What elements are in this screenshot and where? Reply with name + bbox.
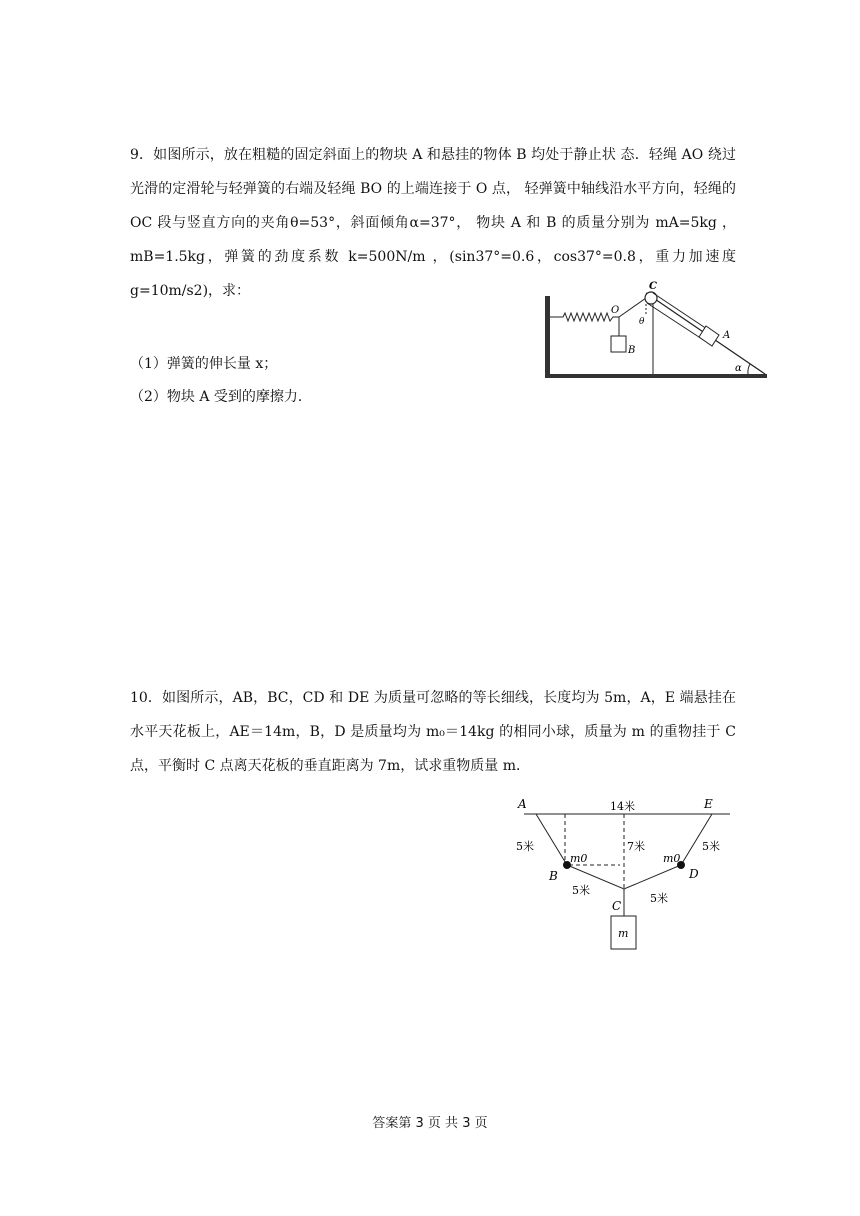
figure-hanging-ropes bbox=[510, 792, 740, 954]
figure-incline-spring bbox=[543, 278, 779, 386]
block-b bbox=[611, 336, 626, 352]
page-footer: 答案第 3 页 共 3 页 bbox=[372, 1116, 488, 1131]
label-o: O bbox=[611, 305, 620, 316]
label-b: B bbox=[628, 345, 636, 356]
label-c: C bbox=[612, 899, 622, 913]
label-c: C bbox=[649, 281, 657, 292]
label-de: 5米 bbox=[702, 840, 720, 853]
wall bbox=[545, 296, 550, 378]
label-width: 14米 bbox=[610, 800, 635, 813]
label-bc: 5米 bbox=[572, 884, 590, 897]
rope-ca bbox=[653, 293, 707, 329]
alpha-arc bbox=[748, 364, 750, 374]
label-theta: θ bbox=[639, 317, 645, 327]
question-9-part-1: （1）弹簧的伸长量 x； bbox=[130, 356, 278, 372]
label-e: E bbox=[704, 797, 713, 811]
pulley bbox=[645, 292, 657, 304]
question-9-part-2: （2）物块 A 受到的摩擦力． bbox=[130, 389, 312, 405]
rope-oc bbox=[619, 298, 646, 317]
label-cd: 5米 bbox=[650, 892, 668, 905]
label-m0-right: m0 bbox=[663, 852, 681, 865]
label-alpha: α bbox=[735, 363, 742, 374]
label-b: B bbox=[549, 869, 558, 883]
label-a: A bbox=[518, 797, 527, 811]
spring bbox=[550, 313, 619, 321]
label-m0-left: m0 bbox=[570, 852, 588, 865]
label-d: D bbox=[689, 867, 699, 881]
label-depth: 7米 bbox=[627, 840, 645, 853]
question-10-text: 10．如图所示，AB，BC，CD 和 DE 为质量可忽略的等长细线，长度均为 5m，A，E 端悬挂在水平天花板上，AE＝14m，B，D 是质量均为 m₀＝14kg 的相同小球，质量为 m 的重物挂于 C 点，平衡时 C 点离天花板的垂直距离为 7m，试求重物质量 m． bbox=[130, 690, 736, 774]
ground bbox=[545, 374, 767, 378]
label-m: m bbox=[618, 927, 629, 940]
label-ab: 5米 bbox=[516, 840, 534, 853]
question-9-text: 9．如图所示，放在粗糙的固定斜面上的物块 A 和悬挂的物体 B 均处于静止状 态．轻绳 AO 绕过光滑的定滑轮与轻弹簧的右端及轻绳 BO 的上端连接于 O 点， 轻弹簧中轴线沿水平方向，轻绳的 OC 段与竖直方向的夹角θ=53°，斜面倾角α=37°， 物块 A 和 B 的质量分别为 mA=5kg ，mB=1.5kg，弹簧的劲度系数 k=500N/m ，(sin37°=0.6，cos37°=0.8，重力加速度 g=10m/s2)，求： bbox=[130, 147, 736, 299]
label-a: A bbox=[723, 330, 731, 341]
block-a bbox=[699, 326, 719, 346]
